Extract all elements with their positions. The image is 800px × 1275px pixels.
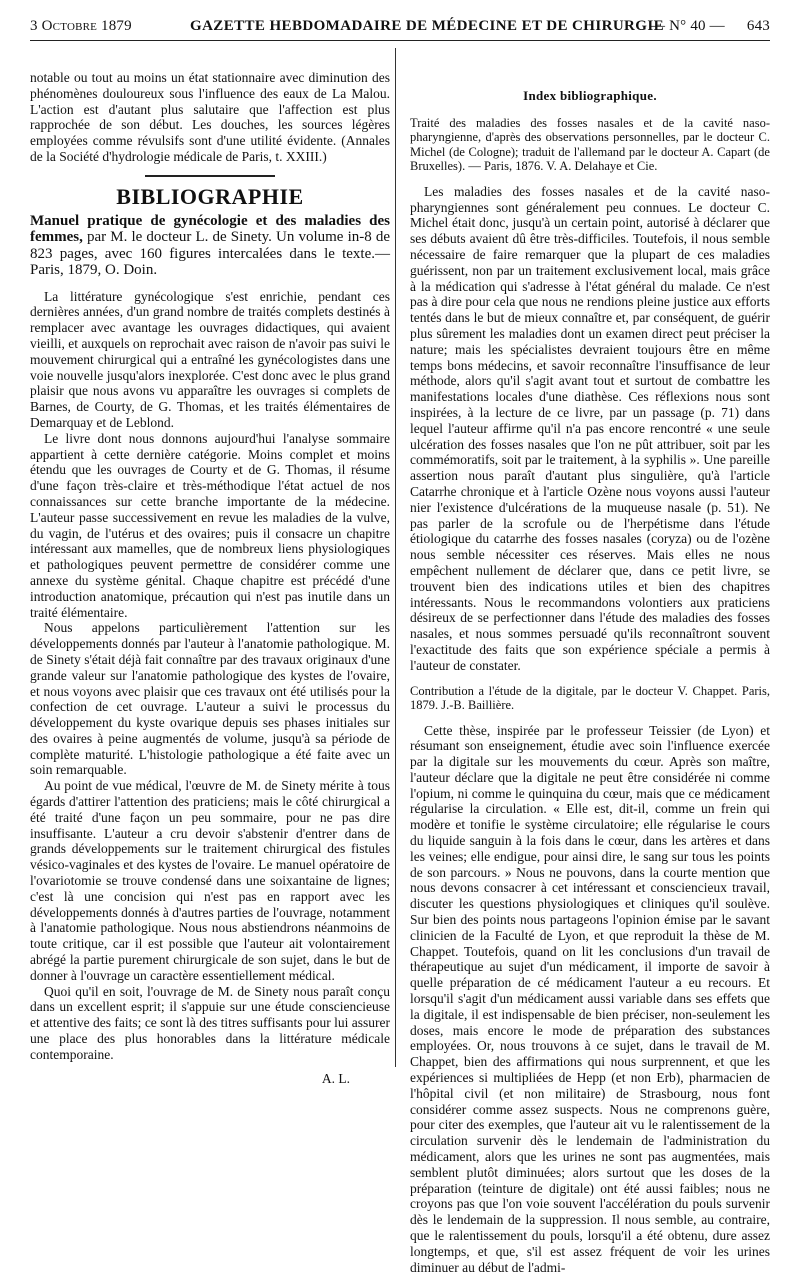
section-title: BIBLIOGRAPHIE <box>30 189 390 205</box>
intro-paragraph: notable ou tout au moins un état stationnaire avec diminution des phénomènes douloureux sous l'influence des eaux de La Malou. L'action est d'autant plus salutaire que l'affection est plus rapprochée de son début. Les douches, les sources légères employées comme révulsifs sont d'une utilité évidente. (Annales de la Société d'hydrologie médicale de Paris, t. XXIII.) <box>30 70 390 165</box>
right-column <box>410 70 770 1275</box>
spacer <box>410 674 770 684</box>
header-rule <box>30 40 770 41</box>
book-reference <box>30 213 390 279</box>
review-signature: A. L. <box>30 1071 390 1087</box>
running-header <box>30 16 770 42</box>
reference-2: Contribution a l'étude de la digitale, par le docteur V. Chappet. Paris, 1879. J.-B. Baillière. <box>410 684 770 713</box>
header-date: 3 Octobre 1879 <box>30 18 132 35</box>
index-paragraph-2: Cette thèse, inspirée par le professeur Teissier (de Lyon) et résumant son enseignement, étudie avec soin l'influence exercée par la digitale sur les mouvements du cœur. Après son maître, l'auteur déclare que la digitale ne peut être considérée ni comme l'opium, ni comme le quinquina du cœur, mais que ce médicament régularise la circulation. « Elle est, dit-il, comme un frein qui modère et tonifie le système circulatoire; elle régularise le cours du liquide sanguin à la fois dans le cœur, dans les artères et dans les veines; elle endigue, pour ainsi dire, le sang sur tous les points de son parcours. » Nous ne pouvons, dans la courte mention que nous devons consacrer à cet intéressant et consciencieux travail, discuter les questions physiologiques et cliniques qu'il soulève. Sur bien des points nous partageons l'opinion émise par le savant clinicien de la Faculté de Lyon, et que reproduit la thèse de M. Chappet. Toutefois, quand on lit les conclusions d'un travail de thérapeutique au sujet d'un médicament, il importe de savoir à quelle préparation de cé médicament l'auteur a eu recours. Et lorsqu'il s'agit d'un médicament aussi variable dans ses effets que la digitale, il est indispensable de bien préciser, non-seulement les doses, mais encore le mode de préparation des substances employées. Or, nous trouvons à ce sujet, dans le travail de M. Chappet, bien des affirmations qui nous surprennent, et que les expériences si multipliées de Hepp (et non Erb), pharmacien de l'hôpital civil (et non militaire) de Strasbourg, nous font considérer comme assez suspects. Nous ne comprenons guère, pour citer des exemples, que l'auteur ait vu le ralentissement de la circulation survenir dès le lendemain de l'administration du médicament, alors que les urines ne sont pas augmentées, mais semblent plutôt diminuées; alors surtout que les doses de la préparation (teinture de digitale) ont été aussi faibles; nous ne croyons pas que l'on voie souvent l'accélération du pouls survenir dès le lendemain de la suppression. Il nous semble, au contraire, que le ralentissement du pouls, lorsqu'il a été obtenu, dure assez longtemps, et que, s'il est assez fréquent de voir les urines diminuer au début de l'admi- <box>410 723 770 1275</box>
review-paragraph-3: Nous appelons particulièrement l'attention sur les développements donnés par l'auteur à l'anatomie pathologique. M. de Sinety s'était déjà fait connaître par des travaux originaux d'une grande valeur sur l'anatomie pathologique des kystes de l'ovaire, et nous voyons avec plaisir que ces travaux ont été utilisés pour la confection de cet ouvrage. L'auteur a suivi le processus du développement du kyste ovarique depuis ses phases initiales sur des ovaires à peine augmentés de volume, jusqu'à sa période de complète maturité. L'histologie pathologique a été faite avec un soin remarquable. <box>30 620 390 778</box>
index-paragraph-1: Les maladies des fosses nasales et de la cavité naso-pharyngiennes sont généralement peu connues. Le docteur C. Michel était donc, jusqu'à un certain point, autorisé à déclarer que ses débuts avaient dû être très-difficiles. Toutefois, il nous semble nécessaire de faire remarquer que la plupart de ces maladies guérissent, non par un traitement exclusivement local, mais grâce à la médication qui s'adresse à l'état général du malade. Ce n'est pas à dire pour cela que nous ne rendions pleine justice aux efforts tentés dans le but de mieux connaître et, par conséquent, de guérir plus sûrement les maladies dont un examen direct peut préciser la nature; mais les spécialistes devraient toujours être en même temps bons médecins, et savoir reconnaître l'insuffisance de leur méthode, alors qu'il s'agit avant tout et surtout de combattre les manifestations locales d'une diathèse. Ces réflexions nous sont inspirées, à la lecture de ce livre, par un passage (p. 71) dans lequel l'auteur affirme qu'il n'a pas encore rencontré « une seule ulcération des fosses nasales que l'on ne pût attribuer, soit par les commémoratifs, soit par le traitement, à la syphilis ». Une pareille assertion nous paraît d'autant plus singulière, qu'à l'article Catarrhe chronique et à l'article Ozène nous voyons aussi l'auteur nier l'existence d'ulcérations de la muqueuse nasale (p. 51). Ne pas parler de la scrofule ou de l'herpétisme dans l'étude étiologique du catarrhe des fosses nasales (coryza) ou de l'ozène nous semble nécessiter ces réserves. Mais elles ne nous empêchent nullement de déclarer que, dans ce petit livre, se trouvent bien des indications utiles et bien des chapitres intéressants. Nous le recommandons volontiers aux praticiens désireux de se perfectionner dans l'étude des maladies des fosses nasales, et nous sommes persuadé qu'ils reconnaîtront souvent l'exactitude des faits que son expérience spéciale a permis à l'auteur de constater. <box>410 184 770 674</box>
review-paragraph-2: Le livre dont nous donnons aujourd'hui l'analyse sommaire appartient à cette dernière catégorie. Moins complet et moins étendu que les ouvrages de Courty et de G. Thomas, il résume d'une façon très-claire et très-méthodique l'état actuel de nos connaissances sur cette branche importante de la médecine. L'auteur passe successivement en revue les maladies de la vulve, du vagin, de l'utérus et des ovaires; puis il consacre un chapitre intéressant aux mamelles, que de nombreux liens physiologiques et pathologiques peuvent permettre de considérer comme une annexe du système génital. Chaque chapitre est précédé d'une introduction anatomique, précaution qui n'est pas inutile dans un traité élémentaire. <box>30 431 390 621</box>
book-title: Manuel pratique de gynécologie et des maladies des femmes, <box>30 213 390 246</box>
header-page-number: 643 <box>747 18 770 35</box>
review-paragraph-4: Au point de vue médical, l'œuvre de M. de Sinety mérite à tous égards d'attirer l'attention des praticiens; mais le côté chirurgical a été traité d'une façon un peu sommaire, pour ne pas dire insuffisante. L'auteur a cru devoir s'abstenir d'entrer dans de grands développements sur le traitement chirurgical des fistules vésico-vaginales et des kystes de l'ovaire. Le manuel opératoire de l'ovariotomie se trouve condensé dans une soixantaine de lignes; c'est là une concision qui n'est pas en rapport avec les développements donnés à d'autres parties de l'ouvrage, notamment à l'anatomie pathologique. Nous nous abstiendrons néanmoins de toute critique, car il est possible que l'auteur ait volontairement abrégé la partie purement chirurgicale de son sujet, dans le but de donner à l'ouvrage un caractère essentiellement médical. <box>30 778 390 983</box>
reference-1: Traité des maladies des fosses nasales et de la cavité naso-pharyngienne, d'après des observations personnelles, par le docteur C. Michel (de Cologne); traduit de l'allemand par le docteur A. Capart (de Bruxelles). — Paris, 1876. V. A. Delahaye et Cie. <box>410 116 770 174</box>
left-column <box>30 70 390 1086</box>
index-title: Index bibliographique. <box>410 88 770 104</box>
review-paragraph-1: La littérature gynécologique s'est enrichie, pendant ces dernières années, d'un grand nombre de traités complets destinés à remplacer avec avantage les ouvrages didactiques, qui avaient vieilli, et auxquels on reprochait avec raison de n'avoir pas suivi le mouvement chirurgical qui a entraîné les gynécologistes dans une voie nouvelle jusqu'alors inexplorée. C'est donc avec le plus grand plaisir que nous avons vu apparaître les ouvrages si complets de Barnes, de Courty, de G. Thomas, et les traités élémentaires de Demarquay et de Leblond. <box>30 289 390 431</box>
section-separator <box>145 175 275 177</box>
column-divider <box>395 48 396 1067</box>
header-title: GAZETTE HEBDOMADAIRE DE MÉDECINE ET DE CHIRURGIE <box>190 18 664 35</box>
review-paragraph-5: Quoi qu'il en soit, l'ouvrage de M. de Sinety nous paraît conçu dans un excellent esprit; il s'appuie sur une étude consciencieuse et attentive des faits; ce sont là des titres suffisants pour lui assurer une place des plus honorables dans la littérature médicale contemporaine. <box>30 984 390 1063</box>
header-issue-number: — N° 40 — <box>650 18 725 35</box>
book-details: par M. le docteur L. de Sinety. Un volume in-8 de 823 pages, avec 160 figures intercalées dans le texte.— Paris, 1879, O. Doin. <box>30 229 390 278</box>
